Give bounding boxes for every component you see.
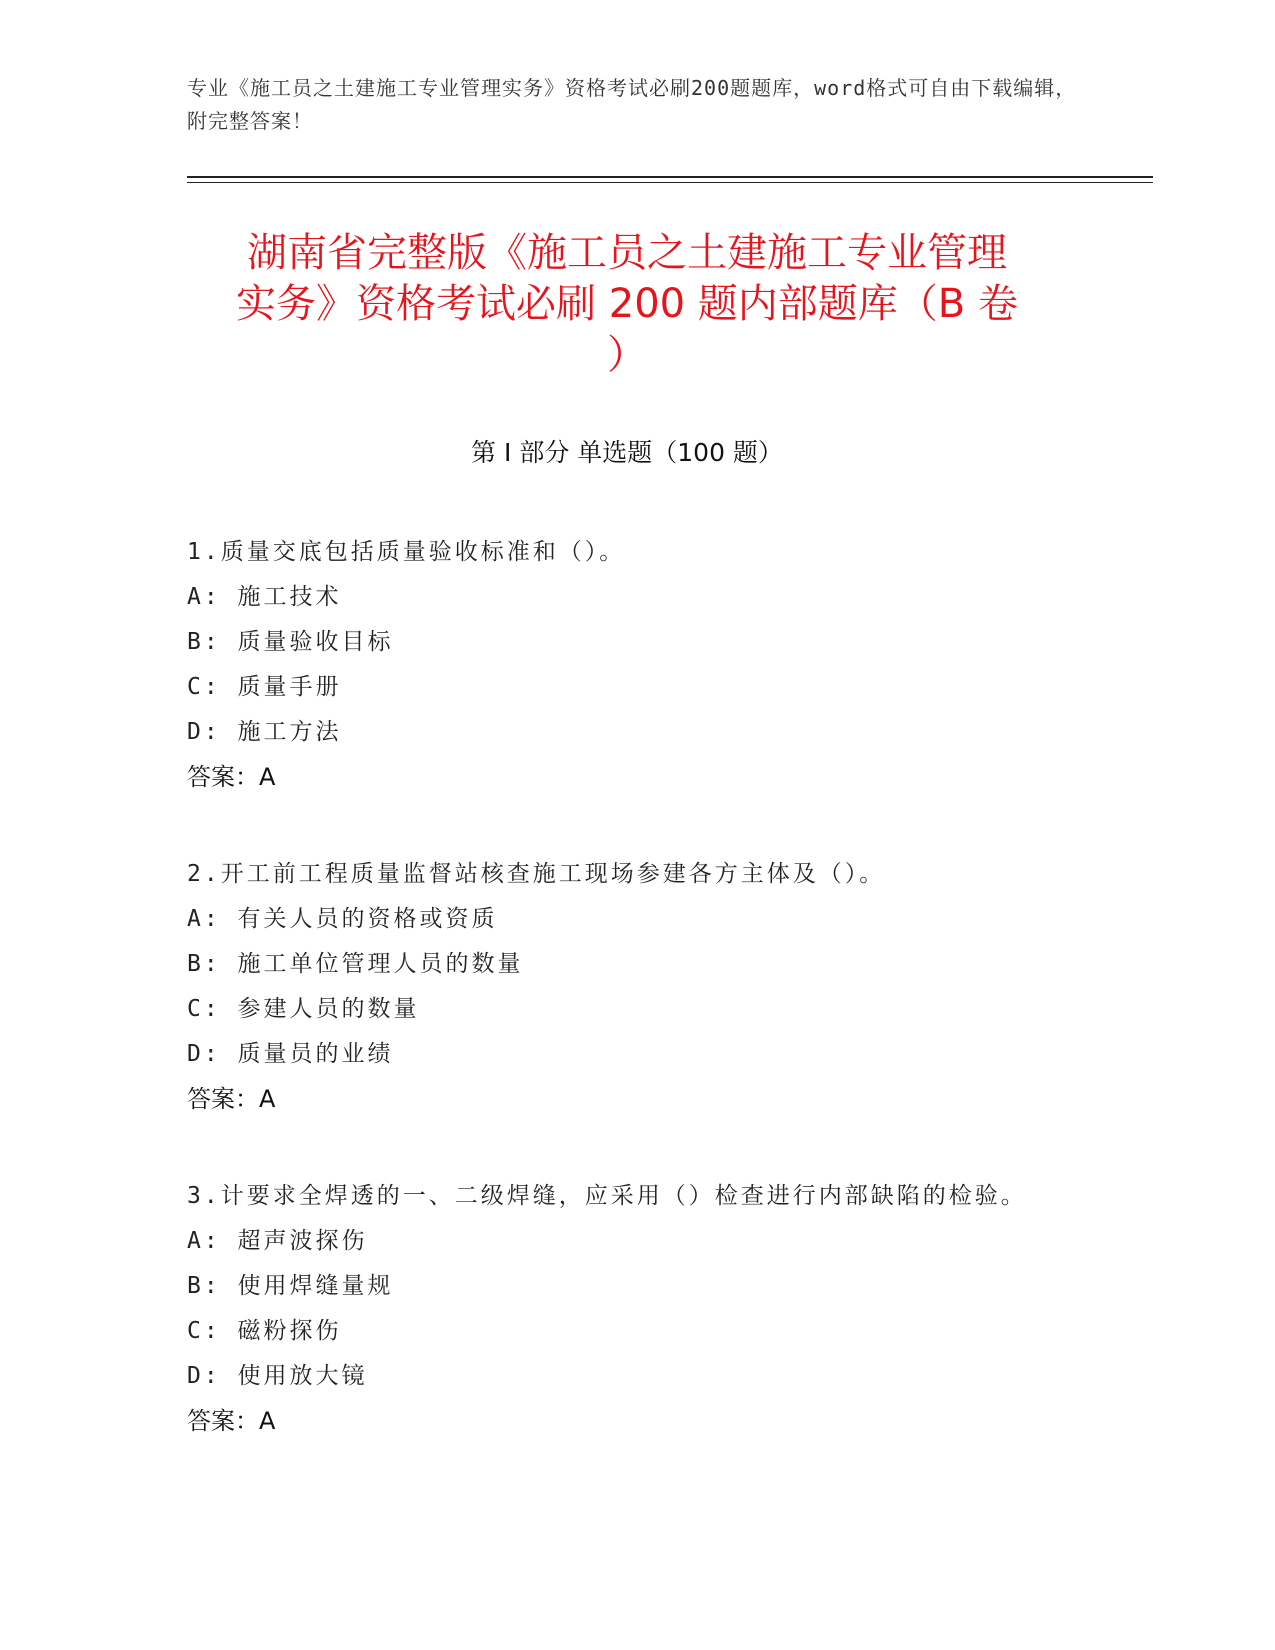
option-c: C: 磁粉探伤 bbox=[187, 1318, 342, 1344]
option-d: D: 使用放大镜 bbox=[187, 1363, 368, 1389]
option-b: B: 质量验收目标 bbox=[187, 629, 394, 655]
option-c: C: 质量手册 bbox=[187, 674, 342, 700]
option-d: D: 质量员的业绩 bbox=[187, 1041, 394, 1067]
option-b: B: 使用焊缝量规 bbox=[187, 1273, 394, 1299]
option-a: A: 施工技术 bbox=[187, 584, 342, 610]
document-title bbox=[187, 228, 1067, 381]
question-item bbox=[187, 530, 1067, 800]
answer-line: 答案：A bbox=[187, 1085, 276, 1113]
header-divider-thin bbox=[187, 182, 1153, 183]
question-stem: 2.开工前工程质量监督站核查施工现场参建各方主体及（）。 bbox=[187, 861, 886, 887]
header-note: 专业《施工员之土建施工专业管理实务》资格考试必刷200题题库，word格式可自由下载编辑，附完整答案！ bbox=[187, 76, 1077, 133]
question-item bbox=[187, 1174, 1067, 1444]
answer-line: 答案：A bbox=[187, 1407, 276, 1435]
section-heading: 第 I 部分 单选题（100 题） bbox=[471, 438, 783, 467]
question-stem: 3.计要求全焊透的一、二级焊缝，应采用（）检查进行内部缺陷的检验。 bbox=[187, 1183, 1027, 1209]
document-title-line-1: 湖南省完整版《施工员之土建施工专业管理 bbox=[247, 230, 1007, 276]
question-item bbox=[187, 852, 1067, 1122]
question-stem: 1.质量交底包括质量验收标准和（）。 bbox=[187, 539, 626, 565]
answer-line: 答案：A bbox=[187, 763, 276, 791]
document-title-line-2: 实务》资格考试必刷 200 题内部题库（B 卷 bbox=[236, 281, 1018, 327]
option-d: D: 施工方法 bbox=[187, 719, 342, 745]
option-b: B: 施工单位管理人员的数量 bbox=[187, 951, 524, 977]
header-divider-thick bbox=[187, 176, 1153, 178]
document-title-line-3: ） bbox=[607, 332, 647, 378]
option-a: A: 有关人员的资格或资质 bbox=[187, 906, 498, 932]
option-a: A: 超声波探伤 bbox=[187, 1228, 368, 1254]
question-list bbox=[187, 530, 1067, 1496]
option-c: C: 参建人员的数量 bbox=[187, 996, 420, 1022]
